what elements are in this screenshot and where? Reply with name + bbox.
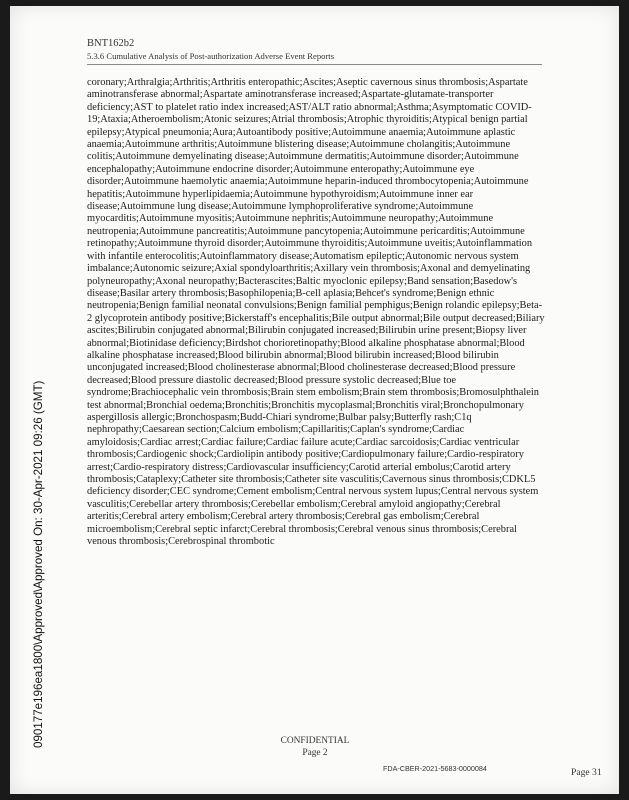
document-id: BNT162b2: [87, 38, 135, 49]
header-divider: [87, 64, 542, 65]
fda-document-id: FDA-CBER-2021-5683-0000084: [383, 764, 487, 773]
adverse-event-list-text: coronary;Arthralgia;Arthritis;Arthritis enteropathic;Ascites;Aseptic cavernous sinus thrombosis;Aspartate aminotransferase abnormal;Aspartate aminotransferase increased;Aspartate-glutamate-transporter deficiency;AST to platelet ratio index increased;AST/ALT ratio abnormal;Asthma;Asymptomatic COVID-19;Ataxia;Atheroembolism;Atonic seizures;Atrial thrombosis;Atrophic thyroiditis;Atypical benign partial epilepsy;Atypical pneumonia;Aura;Autoantibody positive;Autoimmune anaemia;Autoimmune aplastic anaemia;Autoimmune arthritis;Autoimmune blistering disease;Autoimmune cholangitis;Autoimmune colitis;Autoimmune demyelinating disease;Autoimmune dermatitis;Autoimmune disorder;Autoimmune encephalopathy;Autoimmune endocrine disorder;Autoimmune enteropathy;Autoimmune eye disorder;Autoimmune haemolytic anaemia;Autoimmune heparin-induced thrombocytopenia;Autoimmune hepatitis;Autoimmune hyperlipidaemia;Autoimmune hypothyroidism;Autoimmune inner ear disease;Autoimmune lung disease;Autoimmune lymphoproliferative syndrome;Autoimmune myocarditis;Autoimmune myositis;Autoimmune nephritis;Autoimmune neuropathy;Autoimmune neutropenia;Autoimmune pancreatitis;Autoimmune pancytopenia;Autoimmune pericarditis;Autoimmune retinopathy;Autoimmune thyroid disorder;Autoimmune thyroiditis;Autoimmune uveitis;Autoinflammation with infantile enterocolitis;Autoinflammatory disease;Automatism epileptic;Autonomic nervous system imbalance;Autonomic seizure;Axial spondyloarthritis;Axillary vein thrombosis;Axonal and demyelinating polyneuropathy;Axonal neuropathy;Bacterascites;Baltic myoclonic epilepsy;Band sensation;Basedow's disease;Basilar artery thrombosis;Basophilopenia;B-cell aplasia;Behcet's syndrome;Benign ethnic neutropenia;Benign familial neonatal convulsions;Benign familial pemphigus;Benign rolandic epilepsy;Beta-2 glycoprotein antibody positive;Bickerstaff's encephalitis;Bile output abnormal;Bile output decreased;Biliary ascites;Bilirubin conjugated abnormal;Bilirubin conjugated increased;Bilirubin urine present;Biopsy liver abnormal;Biotinidase deficiency;Birdshot chorioretinopathy;Blood alkaline phosphatase abnormal;Blood alkaline phosphatase increased;Blood bilirubin abnormal;Blood bilirubin increased;Blood bilirubin unconjugated increased;Blood cholinesterase abnormal;Blood cholinesterase decreased;Blood pressure decreased;Blood pressure diastolic decreased;Blood pressure systolic decreased;Blue toe syndrome;Brachiocephalic vein thrombosis;Brain stem embolism;Brain stem thrombosis;Bromosulphthalein test abnormal;Bronchial oedema;Bronchitis;Bronchitis mycoplasmal;Bronchitis viral;Bronchopulmonary aspergillosis allergic;Bronchospasm;Budd-Chiari syndrome;Bulbar palsy;Butterfly rash;C1q nephropathy;Caesarean section;Calcium embolism;Capillaritis;Caplan's syndrome;Cardiac amyloidosis;Cardiac arrest;Cardiac failure;Cardiac failure acute;Cardiac sarcoidosis;Cardiac ventricular thrombosis;Cardiogenic shock;Cardiolipin antibody positive;Cardiopulmonary failure;Cardio-respiratory arrest;Cardio-respiratory distress;Cardiovascular insufficiency;Carotid arterial embolus;Carotid artery thrombosis;Cataplexy;Catheter site thrombosis;Catheter site vasculitis;Cavernous sinus thrombosis;CDKL5 deficiency disorder;CEC syndrome;Cement embolism;Central nervous system lupus;Central nervous system vasculitis;Cerebellar artery thrombosis;Cerebellar embolism;Cerebral amyloid angiopathy;Cerebral arteritis;Cerebral artery embolism;Cerebral artery thrombosis;Cerebral gas embolism;Cerebral microembolism;Cerebral septic infarct;Cerebral thrombosis;Cerebral venous sinus thrombosis;Cerebral venous thrombosis;Cerebrospinal thrombotic: [87, 77, 545, 548]
section-title: 5.3.6 Cumulative Analysis of Post-authorization Adverse Event Reports: [87, 51, 335, 61]
internal-page-label: Page 2: [302, 748, 328, 758]
page-number: Page 31: [571, 767, 602, 778]
confidential-label: CONFIDENTIAL: [280, 736, 350, 746]
approval-stamp: 090177e196ea1800\Approved\Approved On: 30-Apr-2021 09:26 (GMT): [32, 380, 45, 748]
